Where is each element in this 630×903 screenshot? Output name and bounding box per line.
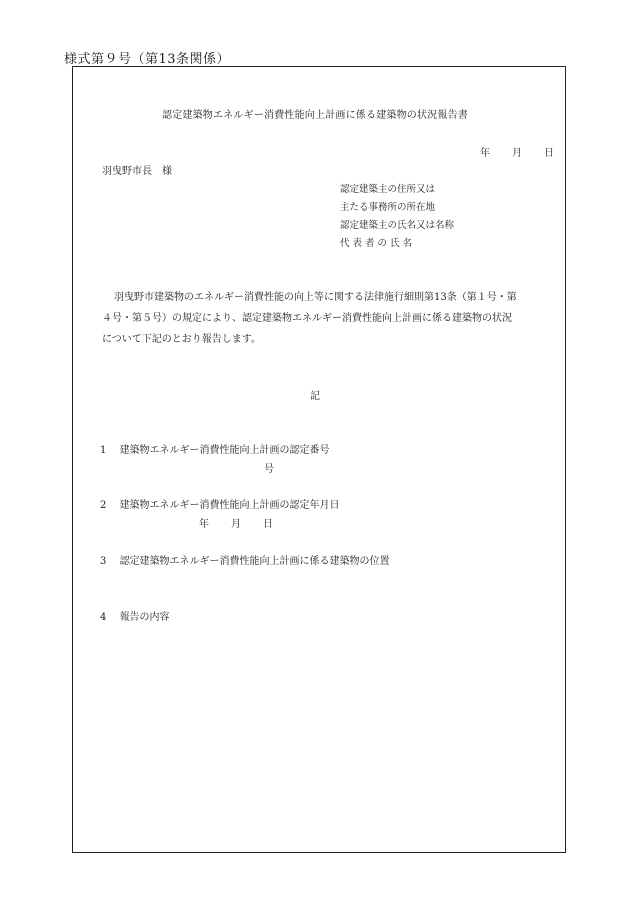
item-1: [100, 441, 330, 456]
date-month: 月: [512, 148, 522, 159]
form-frame: [72, 66, 566, 853]
item-label: 認定建築物エネルギー消費性能向上計画に係る建築物の位置: [119, 556, 390, 567]
applicant-address-label: 認定建築主の住所又は: [340, 184, 436, 195]
form-number: 様式第９号（第13条関係）: [64, 52, 231, 67]
body-line: について下記のとおり報告します。: [102, 334, 261, 345]
item-3: [100, 552, 390, 567]
certification-year: 年: [199, 519, 209, 530]
item-2: [100, 496, 340, 511]
date-day: 日: [544, 148, 554, 159]
item-number: 4: [100, 612, 107, 623]
item-label: 建築物エネルギー消費性能向上計画の認定年月日: [119, 500, 340, 511]
applicant-name-label: 認定建築主の氏名又は名称: [340, 220, 455, 231]
item-number: 3: [100, 556, 107, 567]
body-line: ４号・第５号）の規定により、認定建築物エネルギー消費性能向上計画に係る建築物の状況: [102, 313, 512, 324]
date-year: 年: [480, 148, 490, 159]
item-4: [100, 608, 170, 623]
item-number: 1: [100, 445, 107, 456]
item-label: 報告の内容: [119, 612, 170, 623]
addressee: 羽曳野市長 様: [102, 166, 172, 177]
representative-name-label: 代 表 者 の 氏 名: [340, 238, 413, 249]
body-line: 羽曳野市建築物のエネルギー消費性能の向上等に関する法律施行細則第13条（第１号・第: [114, 292, 517, 303]
item-number: 2: [100, 500, 107, 511]
item-label: 建築物エネルギー消費性能向上計画の認定番号: [119, 445, 330, 456]
certification-month: 月: [231, 519, 241, 530]
applicant-office-label: 主たる事務所の所在地: [340, 202, 436, 213]
certification-day: 日: [263, 519, 273, 530]
certification-number-suffix: 号: [264, 464, 274, 475]
ki-heading: 記: [310, 391, 320, 402]
document-title: 認定建築物エネルギー消費性能向上計画に係る建築物の状況報告書: [162, 110, 468, 121]
body-paragraph: [102, 287, 560, 350]
